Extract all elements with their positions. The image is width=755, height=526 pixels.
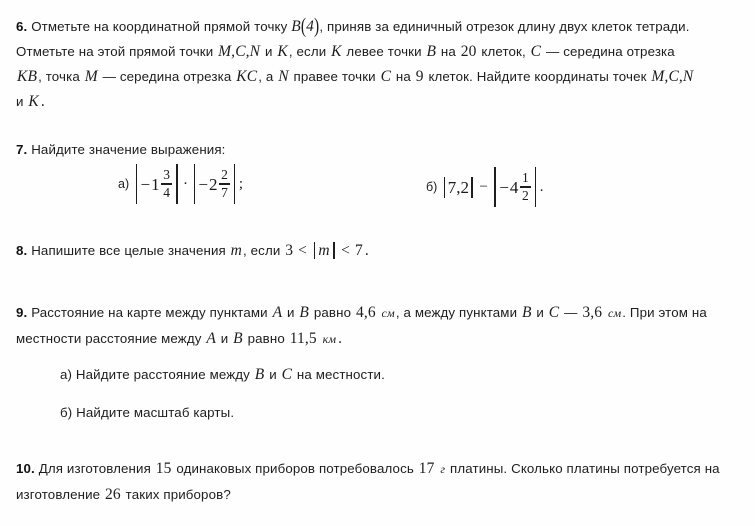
problem-6-text-3a: , точка: [38, 69, 80, 84]
multiplication-operator: ·: [183, 175, 188, 192]
point-b: B: [299, 304, 310, 321]
problem-9-text-1b: и: [287, 305, 295, 320]
problem-6-text-1a: Отметьте на координатной прямой точку: [31, 19, 288, 34]
problem-10-text-2a: изготовление: [16, 487, 101, 502]
problem-6-text-2b: и: [264, 44, 273, 59]
problem-6-text-2d: левее точки: [346, 44, 422, 59]
problem-9-dash: —: [564, 305, 578, 320]
abs-bar-close-1: [176, 164, 177, 204]
segment-kc: KC: [236, 68, 258, 85]
problem-8-number: 8.: [16, 243, 28, 258]
inequality-expression: [284, 238, 370, 263]
point-b-label: B: [291, 18, 301, 35]
problem-9: [16, 300, 743, 352]
real-distance-ab: 11,5: [289, 330, 317, 347]
term2-numerator: 2: [221, 166, 228, 182]
map-distance-ab: 4,6: [355, 304, 376, 321]
map-distance-bc: 3,6: [582, 304, 603, 321]
problem-6-text-3b: — середина отрезка: [102, 69, 232, 84]
problem-9-text-2c: равно: [247, 331, 285, 346]
problem-7: [16, 137, 743, 162]
abs-bar-open-3: [444, 177, 445, 198]
term2-fraction: [217, 168, 231, 200]
problem-6-text-3e: на: [395, 69, 411, 84]
unit-gram: г: [440, 462, 446, 476]
problem-6-text-3f: клеток. Найдите координаты точек: [428, 69, 647, 84]
term2b-integer: 4: [509, 177, 519, 197]
problem-6: [16, 14, 743, 114]
abs-bar-open-1: [136, 164, 137, 204]
problem-7-line-1: [16, 137, 743, 162]
problem-10-text-2b: таких приборов?: [125, 487, 231, 502]
point-k: K: [277, 43, 288, 60]
abs-bar-open-4: [494, 167, 495, 207]
problem-8-text-a: Напишите все целые значения: [31, 243, 226, 258]
point-b-2: B: [521, 304, 532, 321]
problem-6-line-1: [16, 14, 743, 39]
point-a: A: [272, 304, 283, 321]
expression-b-terminator: .: [539, 178, 544, 195]
problem-8-line-1: [16, 238, 743, 263]
problem-10: [16, 456, 743, 507]
problem-6-text-3d: правее точки: [293, 69, 376, 84]
relation-less-than-1: <: [298, 242, 308, 259]
subpart-a-point-b: B: [254, 366, 265, 383]
problem-9-text-1c: равно: [313, 305, 352, 320]
subtraction-operator: −: [479, 178, 488, 195]
problem-10-line-2: [16, 482, 743, 507]
term2b-numerator: 1: [521, 169, 529, 185]
subpart-b-text: Найдите масштаб карты.: [76, 405, 235, 420]
problem-7-expression-b: [426, 167, 543, 207]
abs-bar-close-2: [234, 164, 235, 204]
problem-9-terminator: .: [338, 330, 343, 347]
problem-6-text-2c: , если: [288, 44, 327, 59]
point-c: C: [530, 43, 542, 60]
value-9-cells: 9: [415, 68, 424, 85]
problem-9-text-2b: и: [220, 331, 229, 346]
problem-9-text-1g: . При этом на: [622, 305, 707, 320]
open-paren: (: [300, 14, 307, 38]
problem-8: [16, 238, 743, 263]
problem-6-text-4b: .: [40, 93, 45, 110]
segment-kb: KB: [17, 68, 38, 85]
problem-6-line-4: [16, 89, 743, 114]
term2-integer: 2: [208, 174, 218, 194]
point-b-function: [291, 14, 320, 38]
platinum-mass: 17: [418, 460, 435, 477]
point-m: M: [84, 68, 98, 85]
abs-bar-close-4: [535, 167, 536, 207]
problem-6-text-2g: — середина отрезка: [545, 44, 675, 59]
problem-6-line-3: [16, 64, 743, 89]
point-a-2: A: [206, 330, 216, 347]
abs-value-m: [311, 242, 337, 259]
problem-6-number: 6.: [16, 19, 28, 34]
term1-sign: −: [140, 174, 151, 194]
abs-bar-open-2: [194, 164, 195, 204]
term2b-sign: −: [499, 177, 509, 197]
term2b-fraction: [518, 171, 532, 203]
problem-9-number: 9.: [16, 305, 28, 320]
expression-a-terminator: ;: [238, 175, 244, 192]
problem-6-text-2f: клеток,: [481, 44, 526, 59]
close-paren: ): [314, 14, 320, 38]
problem-6-text-2e: на: [440, 44, 456, 59]
relation-less-than-2: <: [341, 242, 350, 259]
problem-9-text-1a: Расстояние на карте между пунктами: [31, 305, 268, 320]
subpart-a-point-c: C: [281, 366, 293, 383]
abs-bar-close-3: [471, 177, 472, 198]
problem-8-text-b: , если: [243, 243, 281, 258]
decimal-term: 7,2: [447, 177, 469, 197]
problem-8-terminator: .: [364, 242, 369, 259]
unit-cm-2: см: [607, 306, 622, 320]
problem-6-text-2a: Отметьте на этой прямой точки: [16, 44, 214, 59]
problem-9-subpart-a: [60, 362, 743, 387]
points-mcn: M,C,N: [218, 43, 261, 60]
point-k-3: K: [28, 93, 39, 110]
abs-bar-close-5: [333, 242, 334, 259]
term1-fraction: [160, 168, 174, 200]
point-b-3: B: [233, 330, 243, 347]
problem-7-expression-a: [118, 164, 243, 204]
subpart-a-text-1: Найдите расстояние между: [75, 367, 250, 382]
term2b-denominator: 2: [521, 187, 529, 203]
problem-9-text-1e: и: [536, 305, 544, 320]
expression-b-label: б): [426, 180, 438, 194]
expression-b-math: [441, 167, 543, 207]
point-b-2: B: [426, 43, 437, 60]
points-mcn-2: M,C,N: [651, 68, 694, 85]
term2-sign: −: [198, 174, 208, 194]
problem-9-line-2: [16, 326, 743, 352]
term2-denominator: 7: [221, 184, 228, 200]
term1-denominator: 4: [163, 184, 170, 200]
problem-10-text-1a: Для изготовления: [38, 461, 151, 476]
abs-bar-open-5: [314, 242, 315, 259]
term1-numerator: 3: [163, 166, 170, 182]
problem-9-line-1: [16, 300, 743, 326]
device-count-1: 15: [155, 460, 172, 477]
unit-km: км: [322, 332, 337, 346]
point-c-2: C: [380, 68, 392, 85]
point-b-argument: 4: [306, 18, 315, 35]
problem-10-text-1c: платины. Сколько платины потребуется на: [450, 461, 720, 476]
problem-6-text-3c: , а: [258, 69, 274, 84]
problem-9-text-2a: местности расстояние между: [16, 331, 202, 346]
expression-a-label: а): [118, 177, 130, 191]
subpart-a-label: а): [60, 367, 73, 382]
problem-9-subpart-b: [60, 400, 743, 425]
value-20-cells: 20: [460, 43, 477, 60]
inequality-upper-bound: 7: [355, 242, 363, 259]
problem-6-text-1b: , приняв за единичный отрезок длину двух клеток тетради.: [319, 19, 690, 34]
point-c: C: [548, 304, 560, 321]
point-n: N: [278, 68, 289, 85]
problem-10-line-1: [16, 456, 743, 482]
subpart-b-label: б): [60, 405, 73, 420]
subpart-a-text-3: на местности.: [296, 367, 385, 382]
problem-6-line-2: [16, 39, 743, 64]
point-k-2: K: [331, 43, 342, 60]
problem-7-number: 7.: [16, 142, 28, 157]
problem-7-text: Найдите значение выражения:: [31, 142, 226, 157]
problem-10-text-1b: одинаковых приборов потребовалось: [176, 461, 414, 476]
term1-integer: 1: [151, 174, 160, 194]
device-count-2: 26: [105, 486, 121, 503]
problem-6-text-4a: и: [16, 94, 24, 109]
variable-m: m: [230, 242, 242, 259]
problem-10-number: 10.: [16, 461, 35, 476]
inequality-lower-bound: 3: [285, 242, 294, 259]
expression-a-math: [133, 164, 243, 204]
unit-cm-1: см: [381, 306, 395, 320]
problem-9-text-1d: , а между пунктами: [395, 305, 518, 320]
subpart-a-text-2: и: [269, 367, 277, 382]
abs-variable-m: m: [318, 241, 330, 259]
